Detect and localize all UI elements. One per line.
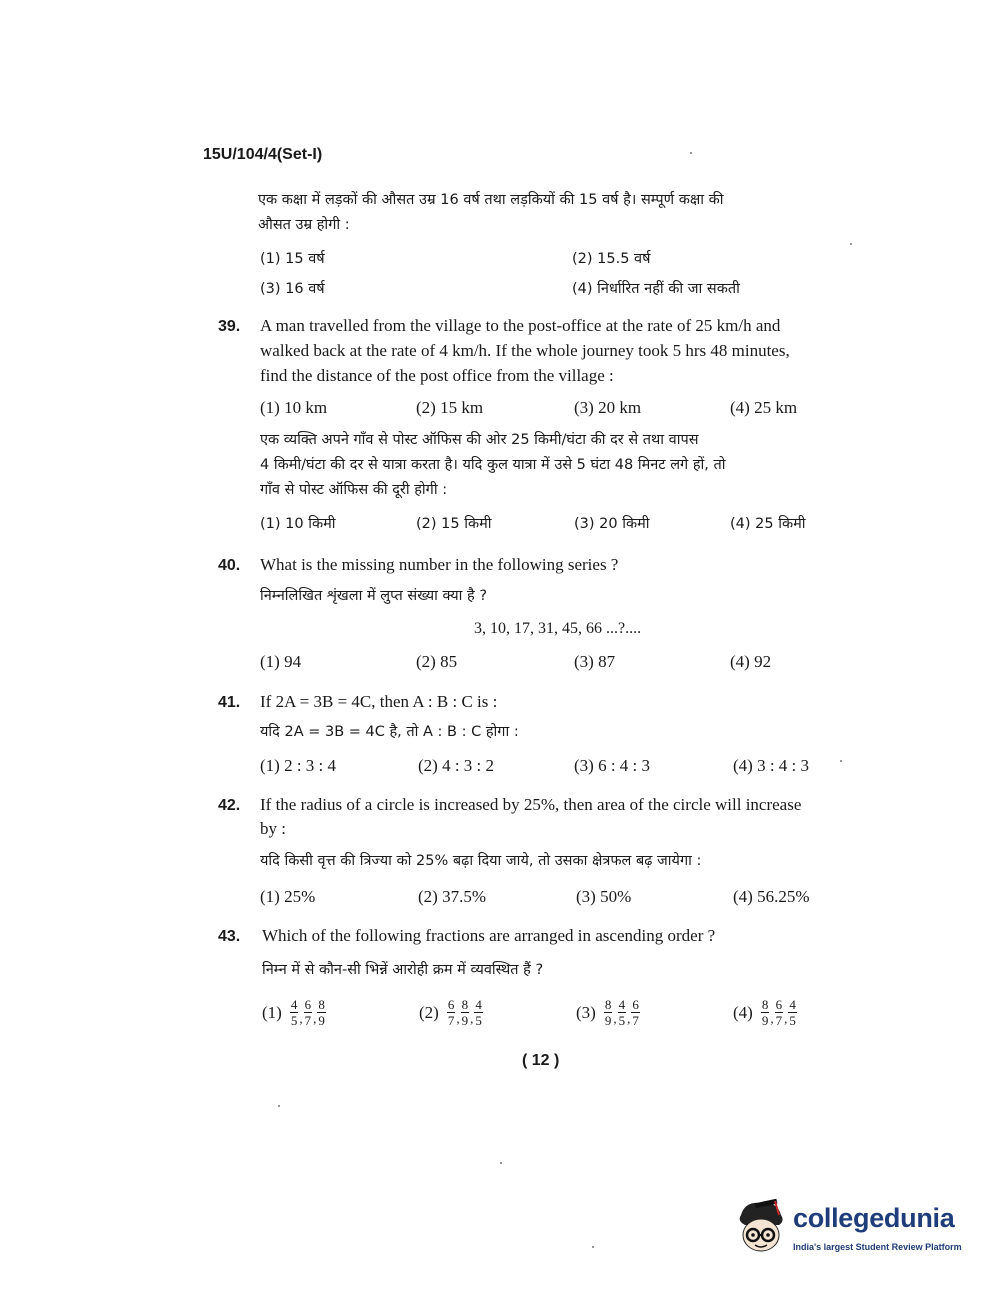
q43-number: 43.: [218, 928, 241, 945]
q38-option-3: (3) 16 वर्ष: [260, 281, 325, 297]
q38-hi-line2: औसत उम्र होगी :: [258, 217, 350, 233]
q43-option-4-label: (4): [733, 1002, 753, 1022]
fraction: $\frac{6}{7}$: [304, 997, 312, 1028]
q39-hi-option-1: (1) 10 किमी: [260, 516, 336, 532]
q39-option-4: (4) 25 km: [730, 398, 798, 417]
q39-hi-line3: गाँव से पोस्ट ऑफिस की दूरी होगी :: [260, 482, 448, 498]
q40-series: 3, 10, 17, 31, 45, 66 ...?....: [474, 620, 642, 637]
q39-option-3: (3) 20 km: [574, 398, 642, 417]
q40-option-2: (2) 85: [416, 652, 458, 671]
q39-hi-line2: 4 किमी/घंटा की दर से यात्रा करता है। यदि कुल यात्रा में उसे 5 घंटा 48 मिनट लगे हों, तो: [260, 457, 726, 473]
q40-number: 40.: [218, 557, 241, 574]
q43-option-2: (2) $\frac{6}{7}$ , $\frac{8}{9}$ , $\frac{4}{5}$: [419, 997, 482, 1028]
collegedunia-logo: [733, 1195, 963, 1265]
fraction: $\frac{4}{5}$: [290, 997, 298, 1028]
fraction: $\frac{4}{5}$: [475, 997, 482, 1028]
q39-option-2: (2) 15 km: [416, 398, 484, 417]
q39-en-line3: find the distance of the post office from the village :: [260, 366, 614, 385]
q42-en-line1: If the radius of a circle is increased by 25%, then area of the circle will increase: [260, 795, 802, 814]
q43-option-1-label: (1): [262, 1002, 282, 1022]
q39-hi-option-2: (2) 15 किमी: [416, 516, 492, 532]
q42-hi: यदि किसी वृत्त की त्रिज्या को 25% बढ़ा दिया जाये, तो उसका क्षेत्रफल बढ़ जायेगा :: [260, 853, 702, 869]
q40-option-3: (3) 87: [574, 652, 616, 671]
q42-option-1: (1) 25%: [260, 887, 316, 906]
fraction: $\frac{4}{5}$: [618, 997, 626, 1028]
brand-tagline: India's largest Student Review Platform: [793, 1242, 962, 1252]
fraction: $\frac{6}{7}$: [775, 997, 783, 1028]
q39-option-1: (1) 10 km: [260, 398, 328, 417]
fraction: $\frac{4}{5}$: [789, 997, 796, 1028]
fraction: $\frac{8}{9}$: [604, 997, 612, 1028]
q39-en-line1: A man travelled from the village to the post-office at the rate of 25 km/h and: [260, 316, 781, 335]
q41-option-1: (1) 2 : 3 : 4: [260, 756, 337, 775]
q43-option-3-label: (3): [576, 1002, 596, 1022]
q43-option-4: (4) $\frac{8}{9}$ , $\frac{6}{7}$ , $\frac{4}{5}$: [733, 997, 796, 1028]
fraction: $\frac{8}{9}$: [461, 997, 469, 1028]
q43-option-2-label: (2): [419, 1002, 439, 1022]
q42-option-4: (4) 56.25%: [733, 887, 810, 906]
q40-hi: निम्नलिखित शृंखला में लुप्त संख्या क्या है ?: [260, 588, 488, 604]
q41-option-2: (2) 4 : 3 : 2: [418, 756, 495, 775]
q38-option-1: (1) 15 वर्ष: [260, 251, 325, 267]
q39-en-line2: walked back at the rate of 4 km/h. If the whole journey took 5 hrs 48 minutes,: [260, 341, 790, 360]
brand-name: collegedunia: [793, 1203, 955, 1233]
q43-hi: निम्न में से कौन-सी भिन्नें आरोही क्रम में व्यवस्थित हैं ?: [262, 962, 544, 978]
paper-code: 15U/104/4(Set-I): [203, 146, 323, 163]
q40-option-1: (1) 94: [260, 652, 302, 671]
q40-en: What is the missing number in the following series ?: [260, 555, 619, 574]
q38-option-2: (2) 15.5 वर्ष: [572, 251, 651, 267]
q42-en-line2: by :: [260, 819, 286, 838]
q42-option-3: (3) 50%: [576, 887, 632, 906]
mascot-icon: [733, 1195, 791, 1259]
fraction: $\frac{8}{9}$: [318, 997, 325, 1028]
q38-hi-line1: एक कक्षा में लड़कों की औसत उम्र 16 वर्ष तथा लड़कियों की 15 वर्ष है। सम्पूर्ण कक्षा की: [258, 192, 724, 208]
q42-number: 42.: [218, 797, 241, 814]
q41-option-4: (4) 3 : 4 : 3: [733, 756, 810, 775]
q43-option-1: (1) $\frac{4}{5}$ , $\frac{6}{7}$ , $\frac{8}{9}$: [262, 997, 325, 1028]
q42-option-2: (2) 37.5%: [418, 887, 486, 906]
q43-en: Which of the following fractions are arranged in ascending order ?: [262, 926, 716, 945]
q39-hi-option-4: (4) 25 किमी: [730, 516, 806, 532]
q40-option-4: (4) 92: [730, 652, 772, 671]
fraction: $\frac{8}{9}$: [761, 997, 769, 1028]
q39-hi-line1: एक व्यक्ति अपने गाँव से पोस्ट ऑफिस की ओर 25 किमी/घंटा की दर से तथा वापस: [260, 432, 699, 448]
fraction: $\frac{6}{7}$: [632, 997, 639, 1028]
q43-option-3: (3) $\frac{8}{9}$ , $\frac{4}{5}$ , $\frac{6}{7}$: [576, 997, 639, 1028]
q41-en: If 2A = 3B = 4C, then A : B : C is :: [260, 692, 498, 711]
q38-option-4: (4) निर्धारित नहीं की जा सकती: [572, 281, 740, 297]
q41-option-3: (3) 6 : 4 : 3: [574, 756, 651, 775]
page-number: ( 12 ): [522, 1052, 560, 1069]
q39-hi-option-3: (3) 20 किमी: [574, 516, 650, 532]
q41-hi: यदि 2A = 3B = 4C है, तो A : B : C होगा :: [260, 724, 519, 740]
q39-number: 39.: [218, 318, 241, 335]
fraction: $\frac{6}{7}$: [447, 997, 455, 1028]
q41-number: 41.: [218, 694, 241, 711]
